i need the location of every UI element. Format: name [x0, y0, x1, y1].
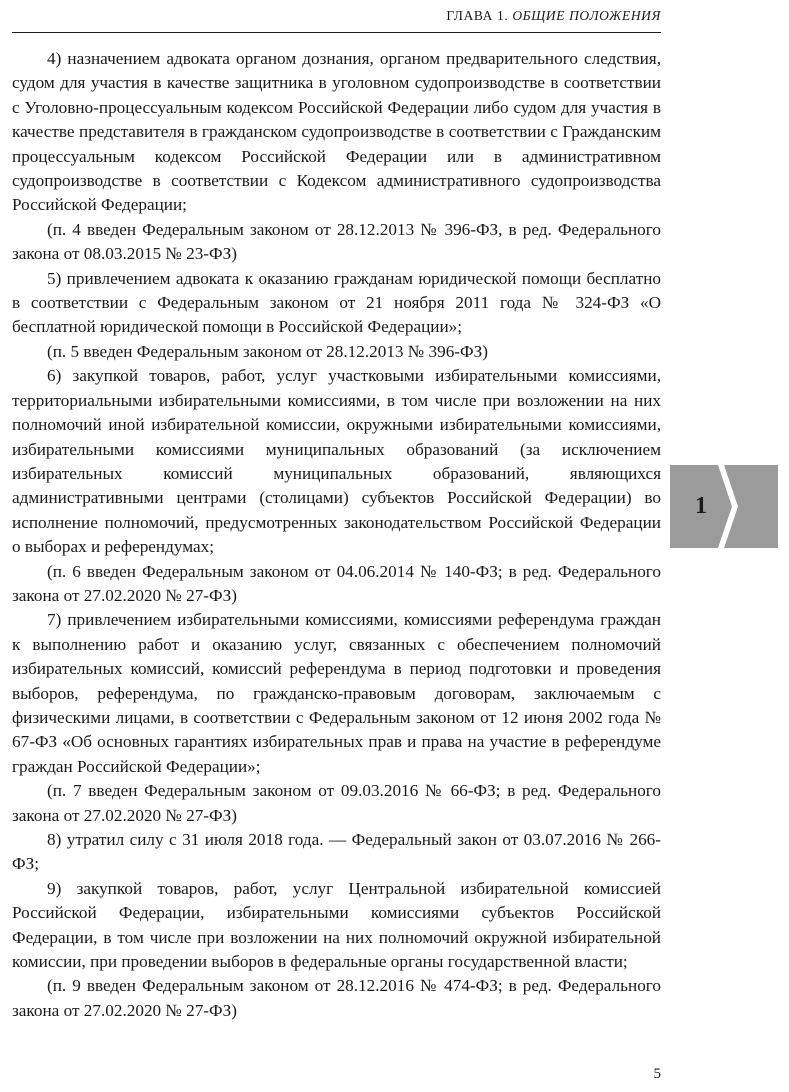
chapter-number: 1 — [695, 493, 707, 519]
paragraph-note-7: (п. 7 введен Федеральным законом от 09.03.2016 № 66-ФЗ; в ред. Федерального закона от 27.02.2020 № 27-ФЗ) — [12, 781, 661, 825]
paragraph-item-8: 8) утратил силу с 31 июля 2018 года. — Федеральный закон от 03.07.2016 № 266-ФЗ; — [12, 830, 661, 874]
chapter-thumb-tab — [670, 465, 778, 548]
header-divider — [12, 32, 661, 33]
page-number: 5 — [653, 1066, 661, 1082]
paragraph-item-6: 6) закупкой товаров, работ, услуг участковыми избирательными комиссиями, территориальными избирательными комиссиями, в том числе при возложении на них полномочий иной избирательной комиссии, окружными избирательными комиссиями, избирательными комиссиями муниципальных образований (за исключением избирательных комиссий муниципальных образований, являющихся административными центрами (столицами) субъектов Российской Федерации) во исполнение полномочий, предусмотренных законодательством Российской Федерации о выборах и референдумах; — [12, 366, 661, 557]
running-head — [446, 8, 661, 24]
paragraph-note-4: (п. 4 введен Федеральным законом от 28.12.2013 № 396-ФЗ, в ред. Федерального закона от 08.03.2015 № 23-ФЗ) — [12, 219, 661, 264]
paragraph-item-4: 4) назначением адвоката органом дознания, органом предварительного следствия, судом для участия в качестве защитника в уголовном судопроизводстве в соответствии с Уголовно-процессуальным кодексом Российской Федерации либо судом для участия в качестве представителя в гражданском судопроизводстве в соответствии с Гражданским процессуальным кодексом Российской Федерации или в административном судопроизводстве в соответствии с Кодексом административного судопроизводства Российской Федерации; — [12, 49, 661, 215]
thumb-tab-right-block — [724, 465, 778, 548]
paragraph-item-7: 7) привлечением избирательными комиссиями, комиссиями референдума граждан к выполнению работ и оказанию услуг, связанных с обеспечением полномочий избирательных комиссий, комиссий референдума в период подготовки и проведения выборов, референдума, по гражданско-правовым договорам, заключаемым с физическими лицами, в соответствии с Федеральным законом от 12 июня 2002 года № 67-ФЗ «Об основных гарантиях избирательных прав и права на участие в референдуме граждан Российской Федерации»; — [12, 610, 661, 776]
page-body — [12, 47, 661, 1023]
chapter-label: ГЛАВА 1. — [446, 8, 509, 23]
paragraph-item-5: 5) привлечением адвоката к оказанию гражданам юридической помощи бесплатно в соответствии с Федеральным законом от 21 ноября 2011 года № 324-ФЗ «О бесплатной юридической помощи в Российской Федерации»; — [12, 268, 661, 337]
paragraph-item-9: 9) закупкой товаров, работ, услуг Центральной избирательной комиссией Российской Федерации, избирательными комиссиями субъектов Российской Федерации, в том числе при возложении на них полномочий окружной избирательной комиссии, при проведении выборов в федеральные органы государственной власти; — [12, 878, 661, 972]
paragraph-note-5: (п. 5 введен Федеральным законом от 28.12.2013 № 396-ФЗ) — [47, 341, 488, 361]
paragraph-note-6: (п. 6 введен Федеральным законом от 04.06.2014 № 140-ФЗ; в ред. Федерального закона от 27.02.2020 № 27-ФЗ) — [12, 561, 661, 605]
paragraph-note-9: (п. 9 введен Федеральным законом от 28.12.2016 № 474-ФЗ; в ред. Федерального закона от 27.02.2020 № 27-ФЗ) — [12, 976, 661, 1020]
chapter-title: ОБЩИЕ ПОЛОЖЕНИЯ — [512, 8, 661, 23]
